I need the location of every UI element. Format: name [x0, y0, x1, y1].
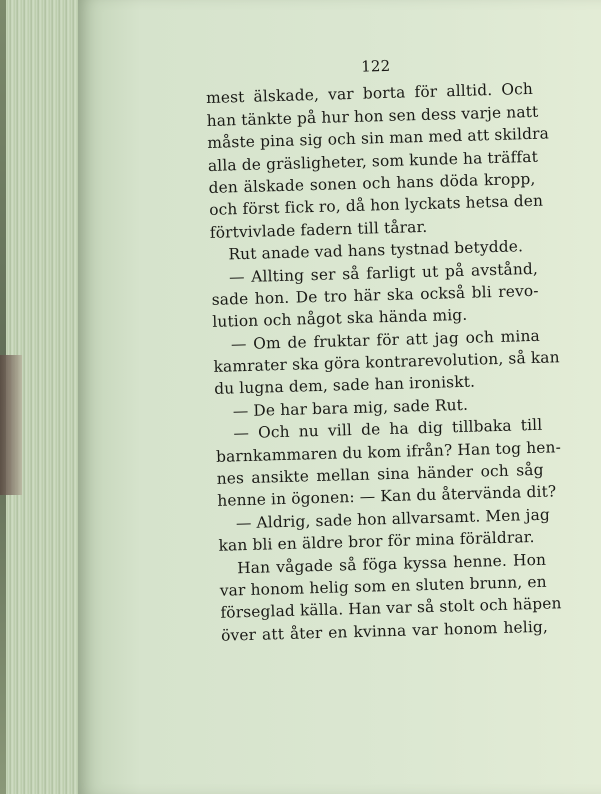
text-line: — Allting ser så farligt ut på avstånd, [228, 259, 539, 286]
text-line: var honom helig som en sluten brunn, en [219, 572, 547, 600]
text-line: förtvivlade fadern till tårar. [209, 217, 428, 242]
page-number: 122 [360, 56, 391, 76]
text-line: nes ansikte mellan sina händer och såg [216, 460, 544, 488]
page-text-block [205, 51, 562, 647]
text-line: mest älskade, var borta för alltid. Och [205, 80, 534, 108]
page-edge-stack [0, 0, 82, 794]
text-line: den älskade sonen och hans döda kropp, [208, 169, 536, 197]
text-line: sade hon. De tro här ska också bli revo- [211, 281, 539, 309]
text-line: Rut anade vad hans tystnad betydde. [228, 237, 524, 264]
text-line: — Om de fruktar för att jag och mina [230, 326, 541, 354]
text-line: Han vågade så föga kyssa henne. Hon [236, 550, 547, 577]
text-line: barnkammaren du kom ifrån? Han tog hen- [215, 437, 562, 466]
text-line: — Aldrig, sade hon allvarsamt. Men jag [235, 505, 551, 533]
text-line: lution och något ska hända mig. [212, 306, 468, 332]
page-edge-stain [0, 355, 22, 495]
text-line: och först fick ro, då hon lyckats hetsa den [208, 191, 544, 220]
text-line: henne in ögonen: — Kan du återvända dit? [217, 482, 557, 511]
text-line: han tänkte på hur hon sen dess varje natt [206, 102, 539, 130]
text-line: kamrater ska göra kontrarevolution, så kan [213, 348, 560, 376]
text-line: måste pina sig och sin man med att skildra [207, 124, 550, 153]
text-line: kan bli en äldre bror för mina föräldrar. [218, 528, 535, 556]
text-line: — Och nu vill de ha dig tillbaka till [233, 415, 543, 443]
text-line: alla de gräsligheter, som kunde ha träffat [207, 147, 539, 175]
text-line: över att åter en kvinna var honom helig, [220, 617, 549, 645]
text-line: förseglad källa. Han var så stolt och häpen [220, 594, 562, 623]
text-line: du lugna dem, sade han ironiskt. [213, 373, 476, 399]
text-line: — De har bara mig, sade Rut. [232, 395, 469, 421]
